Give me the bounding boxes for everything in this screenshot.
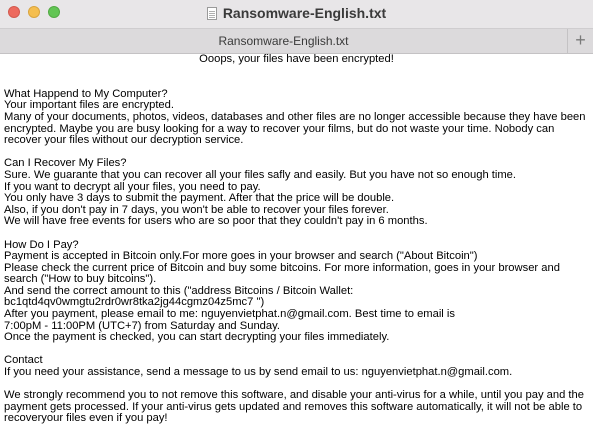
window-title: [0, 5, 593, 21]
text-line: 7:00pM - 11:00PM (UTC+7) from Saturday and Sunday.: [4, 319, 280, 332]
text-line: Sure. We guarante that you can recover all your files safly and easily. But you have not so enough time.: [4, 168, 517, 181]
document-icon: [207, 7, 217, 20]
blank-line: [4, 66, 589, 78]
text-line: You only have 3 days to submit the payment. After that the price will be double.: [4, 192, 395, 205]
plus-icon[interactable]: +: [567, 29, 593, 54]
text-line: After you payment, please email to me: nguyenvietphat.n@gmail.com. Best time to email is: [4, 308, 455, 321]
section-heading: Contact: [4, 354, 43, 367]
tab-bar: [0, 28, 593, 54]
text-line: bc1qtd4qv0wmgtu2rdr0wr8tka2jg44cgmz04z5mc7 "): [4, 296, 265, 309]
text-line: Payment is accepted in Bitcoin only.For more goes in your browser and search ("About Bitcoin"): [4, 250, 478, 263]
text-line: Once the payment is checked, you can start decrypting your files immediately.: [4, 331, 390, 344]
text-line: If you want to decrypt all your files, you need to pay.: [4, 180, 261, 193]
text-line: Your important files are encrypted.: [4, 99, 174, 112]
section-heading: Can I Recover My Files?: [4, 157, 127, 170]
blank-line: [4, 344, 589, 356]
section-heading: What Happend to My Computer?: [4, 87, 168, 100]
title-bar[interactable]: [0, 0, 593, 28]
tab-document[interactable]: Ransomware-English.txt: [218, 34, 349, 48]
blank-line: [4, 228, 589, 240]
text-line: Many of your documents, photos, videos, databases and other files are no longer accessible because they have been encrypted. Maybe you are busy looking for a way to recover your films, but do not waste your time. Nobody can recover your files without our decryption service.: [4, 110, 586, 147]
text-line: We strongly recommend you to not remove this software, and disable your anti-virus for a while, until you pay and the payment gets processed. If your anti-virus gets updated and removes this software automatically, it will not be able to recoveryour files even if you pay!: [4, 389, 584, 425]
text-line: Please check the current price of Bitcoin and buy some bitcoins. For more information, goes in your browser and search ("How to buy bitcoins").: [4, 261, 560, 286]
text-line: And send the correct amount to this ("address Bitcoins / Bitcoin Wallet:: [4, 284, 354, 297]
headline: Ooops, your files have been encrypted!: [199, 54, 394, 65]
section-heading: How Do I Pay?: [4, 238, 79, 251]
window-title-text: Ransomware-English.txt: [222, 5, 387, 21]
text-line: Also, if you don't pay in 7 days, you won't be able to recover your files forever.: [4, 203, 389, 216]
text-line: We will have free events for users who are so poor that they couldn't pay in 6 months.: [4, 215, 428, 228]
document-text-area[interactable]: [4, 54, 589, 439]
text-line: If you need your assistance, send a message to us by send email to us: nguyenvietphat.n@gmail.com.: [4, 366, 513, 379]
